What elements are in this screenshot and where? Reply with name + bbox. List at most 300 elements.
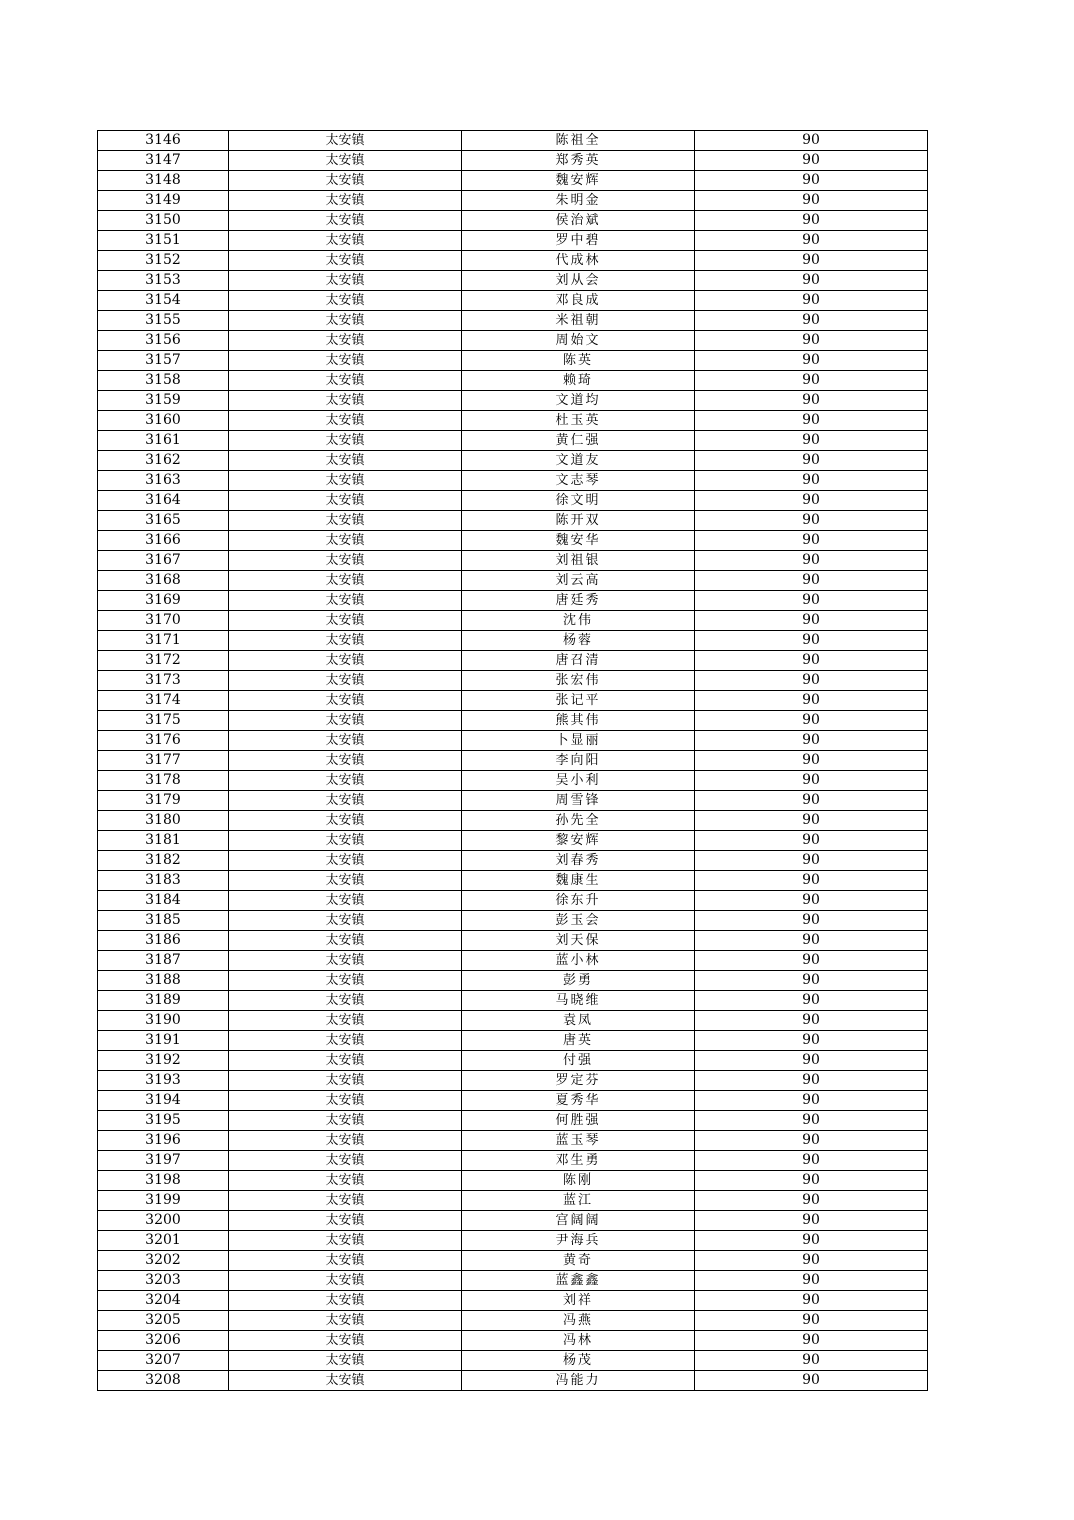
cell-amount: 90 — [695, 151, 928, 171]
table-row — [98, 751, 928, 771]
cell-town: 太安镇 — [229, 391, 462, 411]
table-row — [98, 1031, 928, 1051]
cell-town: 太安镇 — [229, 671, 462, 691]
cell-number: 3203 — [98, 1271, 229, 1291]
cell-number: 3205 — [98, 1311, 229, 1331]
cell-amount: 90 — [695, 771, 928, 791]
cell-name: 夏秀华 — [462, 1091, 695, 1111]
cell-town: 太安镇 — [229, 331, 462, 351]
cell-amount: 90 — [695, 991, 928, 1011]
cell-amount: 90 — [695, 811, 928, 831]
cell-name: 周始文 — [462, 331, 695, 351]
cell-town: 太安镇 — [229, 551, 462, 571]
cell-name: 马晓维 — [462, 991, 695, 1011]
cell-town: 太安镇 — [229, 491, 462, 511]
cell-number: 3166 — [98, 531, 229, 551]
cell-amount: 90 — [695, 531, 928, 551]
cell-number: 3177 — [98, 751, 229, 771]
cell-name: 陈祖全 — [462, 131, 695, 151]
table-row — [98, 391, 928, 411]
cell-town: 太安镇 — [229, 311, 462, 331]
cell-number: 3184 — [98, 891, 229, 911]
cell-town: 太安镇 — [229, 511, 462, 531]
cell-number: 3197 — [98, 1151, 229, 1171]
table-row — [98, 411, 928, 431]
cell-name: 袁凤 — [462, 1011, 695, 1031]
cell-number: 3180 — [98, 811, 229, 831]
cell-town: 太安镇 — [229, 691, 462, 711]
cell-amount: 90 — [695, 451, 928, 471]
cell-amount: 90 — [695, 731, 928, 751]
cell-number: 3199 — [98, 1191, 229, 1211]
cell-number: 3158 — [98, 371, 229, 391]
cell-name: 陈英 — [462, 351, 695, 371]
cell-number: 3170 — [98, 611, 229, 631]
cell-town: 太安镇 — [229, 971, 462, 991]
table-row — [98, 1051, 928, 1071]
cell-name: 罗中碧 — [462, 231, 695, 251]
cell-name: 陈刚 — [462, 1171, 695, 1191]
cell-name: 米祖朝 — [462, 311, 695, 331]
cell-number: 3178 — [98, 771, 229, 791]
cell-town: 太安镇 — [229, 251, 462, 271]
table-row — [98, 291, 928, 311]
cell-amount: 90 — [695, 871, 928, 891]
cell-number: 3192 — [98, 1051, 229, 1071]
cell-amount: 90 — [695, 171, 928, 191]
cell-name: 唐召清 — [462, 651, 695, 671]
cell-number: 3198 — [98, 1171, 229, 1191]
table-row — [98, 331, 928, 351]
cell-number: 3150 — [98, 211, 229, 231]
cell-name: 蓝玉琴 — [462, 1131, 695, 1151]
cell-town: 太安镇 — [229, 1271, 462, 1291]
table-row — [98, 731, 928, 751]
cell-amount: 90 — [695, 1191, 928, 1211]
cell-number: 3202 — [98, 1251, 229, 1271]
cell-town: 太安镇 — [229, 791, 462, 811]
cell-name: 侯治斌 — [462, 211, 695, 231]
cell-amount: 90 — [695, 1131, 928, 1151]
cell-number: 3208 — [98, 1371, 229, 1391]
cell-name: 宫阔阔 — [462, 1211, 695, 1231]
cell-town: 太安镇 — [229, 1371, 462, 1391]
cell-amount: 90 — [695, 351, 928, 371]
cell-town: 太安镇 — [229, 811, 462, 831]
cell-amount: 90 — [695, 951, 928, 971]
cell-town: 太安镇 — [229, 1231, 462, 1251]
cell-number: 3206 — [98, 1331, 229, 1351]
cell-name: 孙先全 — [462, 811, 695, 831]
table-row — [98, 1091, 928, 1111]
table-row — [98, 451, 928, 471]
table-row — [98, 1111, 928, 1131]
cell-town: 太安镇 — [229, 231, 462, 251]
table-row — [98, 671, 928, 691]
cell-amount: 90 — [695, 791, 928, 811]
cell-name: 魏安辉 — [462, 171, 695, 191]
cell-name: 文道均 — [462, 391, 695, 411]
cell-number: 3179 — [98, 791, 229, 811]
cell-number: 3157 — [98, 351, 229, 371]
cell-amount: 90 — [695, 211, 928, 231]
cell-town: 太安镇 — [229, 871, 462, 891]
cell-number: 3188 — [98, 971, 229, 991]
cell-town: 太安镇 — [229, 751, 462, 771]
table-row — [98, 1351, 928, 1371]
cell-name: 沈伟 — [462, 611, 695, 631]
cell-amount: 90 — [695, 1271, 928, 1291]
cell-amount: 90 — [695, 1051, 928, 1071]
cell-number: 3196 — [98, 1131, 229, 1151]
table-row — [98, 951, 928, 971]
cell-amount: 90 — [695, 1011, 928, 1031]
table-row — [98, 271, 928, 291]
cell-amount: 90 — [695, 1031, 928, 1051]
cell-town: 太安镇 — [229, 891, 462, 911]
cell-town: 太安镇 — [229, 1331, 462, 1351]
table-row — [98, 1271, 928, 1291]
table-row — [98, 1151, 928, 1171]
cell-town: 太安镇 — [229, 531, 462, 551]
cell-amount: 90 — [695, 271, 928, 291]
cell-number: 3152 — [98, 251, 229, 271]
cell-name: 张记平 — [462, 691, 695, 711]
cell-town: 太安镇 — [229, 1071, 462, 1091]
cell-town: 太安镇 — [229, 771, 462, 791]
cell-number: 3181 — [98, 831, 229, 851]
cell-number: 3168 — [98, 571, 229, 591]
table-row — [98, 351, 928, 371]
cell-town: 太安镇 — [229, 411, 462, 431]
cell-number: 3159 — [98, 391, 229, 411]
cell-name: 邓良成 — [462, 291, 695, 311]
cell-name: 冯燕 — [462, 1311, 695, 1331]
table-row — [98, 251, 928, 271]
table-row — [98, 791, 928, 811]
cell-amount: 90 — [695, 511, 928, 531]
cell-name: 邓生勇 — [462, 1151, 695, 1171]
cell-town: 太安镇 — [229, 151, 462, 171]
cell-number: 3149 — [98, 191, 229, 211]
cell-number: 3148 — [98, 171, 229, 191]
cell-name: 蓝鑫鑫 — [462, 1271, 695, 1291]
cell-town: 太安镇 — [229, 271, 462, 291]
cell-amount: 90 — [695, 1231, 928, 1251]
cell-number: 3164 — [98, 491, 229, 511]
cell-amount: 90 — [695, 1071, 928, 1091]
cell-name: 吴小利 — [462, 771, 695, 791]
cell-number: 3153 — [98, 271, 229, 291]
cell-amount: 90 — [695, 1171, 928, 1191]
cell-number: 3207 — [98, 1351, 229, 1371]
cell-number: 3162 — [98, 451, 229, 471]
cell-number: 3175 — [98, 711, 229, 731]
table-row — [98, 611, 928, 631]
table-row — [98, 971, 928, 991]
table-row — [98, 511, 928, 531]
cell-name: 代成林 — [462, 251, 695, 271]
cell-town: 太安镇 — [229, 1311, 462, 1331]
cell-name: 蓝小林 — [462, 951, 695, 971]
cell-town: 太安镇 — [229, 131, 462, 151]
cell-name: 魏康生 — [462, 871, 695, 891]
cell-name: 唐英 — [462, 1031, 695, 1051]
table-row — [98, 631, 928, 651]
cell-number: 3154 — [98, 291, 229, 311]
cell-amount: 90 — [695, 391, 928, 411]
cell-name: 陈开双 — [462, 511, 695, 531]
cell-amount: 90 — [695, 471, 928, 491]
cell-name: 赖琦 — [462, 371, 695, 391]
table-row — [98, 911, 928, 931]
cell-amount: 90 — [695, 191, 928, 211]
table-row — [98, 991, 928, 1011]
cell-amount: 90 — [695, 971, 928, 991]
table-row — [98, 1231, 928, 1251]
cell-number: 3155 — [98, 311, 229, 331]
cell-name: 黄奇 — [462, 1251, 695, 1271]
cell-number: 3165 — [98, 511, 229, 531]
cell-town: 太安镇 — [229, 211, 462, 231]
cell-amount: 90 — [695, 631, 928, 651]
table-row — [98, 1071, 928, 1091]
cell-town: 太安镇 — [229, 1111, 462, 1131]
cell-number: 3183 — [98, 871, 229, 891]
cell-number: 3182 — [98, 851, 229, 871]
cell-amount: 90 — [695, 831, 928, 851]
table-row — [98, 191, 928, 211]
cell-name: 郑秀英 — [462, 151, 695, 171]
cell-town: 太安镇 — [229, 1171, 462, 1191]
table-row — [98, 231, 928, 251]
cell-name: 张宏伟 — [462, 671, 695, 691]
cell-number: 3147 — [98, 151, 229, 171]
cell-town: 太安镇 — [229, 651, 462, 671]
cell-town: 太安镇 — [229, 1011, 462, 1031]
cell-town: 太安镇 — [229, 1031, 462, 1051]
table-row — [98, 171, 928, 191]
cell-amount: 90 — [695, 131, 928, 151]
cell-town: 太安镇 — [229, 1251, 462, 1271]
cell-number: 3161 — [98, 431, 229, 451]
cell-number: 3185 — [98, 911, 229, 931]
cell-number: 3151 — [98, 231, 229, 251]
table-row — [98, 151, 928, 171]
cell-amount: 90 — [695, 931, 928, 951]
cell-number: 3167 — [98, 551, 229, 571]
cell-number: 3189 — [98, 991, 229, 1011]
cell-amount: 90 — [695, 1251, 928, 1271]
cell-amount: 90 — [695, 751, 928, 771]
cell-amount: 90 — [695, 851, 928, 871]
cell-amount: 90 — [695, 571, 928, 591]
cell-name: 刘祥 — [462, 1291, 695, 1311]
table-row — [98, 851, 928, 871]
cell-number: 3187 — [98, 951, 229, 971]
table-row — [98, 491, 928, 511]
table-row — [98, 1131, 928, 1151]
table-row — [98, 471, 928, 491]
table-row — [98, 211, 928, 231]
table-row — [98, 311, 928, 331]
cell-town: 太安镇 — [229, 931, 462, 951]
cell-town: 太安镇 — [229, 731, 462, 751]
cell-town: 太安镇 — [229, 1051, 462, 1071]
cell-name: 李向阳 — [462, 751, 695, 771]
cell-amount: 90 — [695, 1291, 928, 1311]
cell-name: 刘从会 — [462, 271, 695, 291]
cell-town: 太安镇 — [229, 991, 462, 1011]
cell-amount: 90 — [695, 891, 928, 911]
cell-town: 太安镇 — [229, 351, 462, 371]
cell-number: 3169 — [98, 591, 229, 611]
cell-town: 太安镇 — [229, 291, 462, 311]
cell-name: 彭勇 — [462, 971, 695, 991]
cell-amount: 90 — [695, 1091, 928, 1111]
table-row — [98, 651, 928, 671]
cell-amount: 90 — [695, 1331, 928, 1351]
table-row — [98, 711, 928, 731]
cell-number: 3156 — [98, 331, 229, 351]
table-row — [98, 1291, 928, 1311]
cell-amount: 90 — [695, 591, 928, 611]
cell-number: 3191 — [98, 1031, 229, 1051]
table-row — [98, 1191, 928, 1211]
cell-amount: 90 — [695, 491, 928, 511]
cell-town: 太安镇 — [229, 591, 462, 611]
cell-name: 罗定芬 — [462, 1071, 695, 1091]
cell-number: 3160 — [98, 411, 229, 431]
cell-amount: 90 — [695, 251, 928, 271]
table-row — [98, 811, 928, 831]
cell-number: 3201 — [98, 1231, 229, 1251]
cell-town: 太安镇 — [229, 1151, 462, 1171]
table-row — [98, 691, 928, 711]
cell-name: 彭玉会 — [462, 911, 695, 931]
cell-amount: 90 — [695, 611, 928, 631]
cell-town: 太安镇 — [229, 831, 462, 851]
roster-table-body — [98, 131, 928, 1391]
cell-town: 太安镇 — [229, 1191, 462, 1211]
cell-name: 文道友 — [462, 451, 695, 471]
cell-amount: 90 — [695, 1111, 928, 1131]
cell-amount: 90 — [695, 291, 928, 311]
table-row — [98, 1171, 928, 1191]
cell-name: 刘云高 — [462, 571, 695, 591]
cell-town: 太安镇 — [229, 911, 462, 931]
cell-number: 3171 — [98, 631, 229, 651]
cell-amount: 90 — [695, 1211, 928, 1231]
table-row — [98, 1311, 928, 1331]
cell-name: 卜显丽 — [462, 731, 695, 751]
cell-name: 尹海兵 — [462, 1231, 695, 1251]
table-row — [98, 871, 928, 891]
cell-town: 太安镇 — [229, 191, 462, 211]
cell-name: 刘天保 — [462, 931, 695, 951]
cell-name: 周雪锋 — [462, 791, 695, 811]
cell-amount: 90 — [695, 911, 928, 931]
table-row — [98, 1371, 928, 1391]
cell-town: 太安镇 — [229, 951, 462, 971]
cell-town: 太安镇 — [229, 571, 462, 591]
cell-number: 3146 — [98, 131, 229, 151]
table-row — [98, 1211, 928, 1231]
cell-amount: 90 — [695, 371, 928, 391]
cell-name: 付强 — [462, 1051, 695, 1071]
cell-town: 太安镇 — [229, 371, 462, 391]
cell-amount: 90 — [695, 311, 928, 331]
cell-town: 太安镇 — [229, 711, 462, 731]
cell-town: 太安镇 — [229, 471, 462, 491]
table-row — [98, 1011, 928, 1031]
cell-number: 3194 — [98, 1091, 229, 1111]
cell-town: 太安镇 — [229, 611, 462, 631]
cell-number: 3204 — [98, 1291, 229, 1311]
table-row — [98, 831, 928, 851]
cell-name: 文志琴 — [462, 471, 695, 491]
cell-town: 太安镇 — [229, 431, 462, 451]
table-row — [98, 571, 928, 591]
cell-name: 刘祖银 — [462, 551, 695, 571]
cell-number: 3200 — [98, 1211, 229, 1231]
cell-name: 杨茂 — [462, 1351, 695, 1371]
cell-name: 蓝江 — [462, 1191, 695, 1211]
cell-town: 太安镇 — [229, 451, 462, 471]
table-row — [98, 371, 928, 391]
cell-town: 太安镇 — [229, 1351, 462, 1371]
cell-amount: 90 — [695, 1371, 928, 1391]
cell-name: 何胜强 — [462, 1111, 695, 1131]
roster-table — [97, 130, 928, 1391]
cell-town: 太安镇 — [229, 171, 462, 191]
cell-name: 杜玉英 — [462, 411, 695, 431]
cell-amount: 90 — [695, 331, 928, 351]
cell-name: 唐廷秀 — [462, 591, 695, 611]
cell-amount: 90 — [695, 651, 928, 671]
cell-number: 3193 — [98, 1071, 229, 1091]
cell-number: 3174 — [98, 691, 229, 711]
cell-amount: 90 — [695, 411, 928, 431]
cell-name: 朱明金 — [462, 191, 695, 211]
cell-amount: 90 — [695, 1151, 928, 1171]
table-row — [98, 531, 928, 551]
table-row — [98, 1251, 928, 1271]
cell-name: 冯能力 — [462, 1371, 695, 1391]
cell-name: 徐东升 — [462, 891, 695, 911]
cell-name: 黎安辉 — [462, 831, 695, 851]
cell-town: 太安镇 — [229, 1211, 462, 1231]
cell-amount: 90 — [695, 671, 928, 691]
cell-amount: 90 — [695, 711, 928, 731]
cell-town: 太安镇 — [229, 631, 462, 651]
cell-name: 黄仁强 — [462, 431, 695, 451]
cell-number: 3173 — [98, 671, 229, 691]
table-row — [98, 1331, 928, 1351]
cell-number: 3176 — [98, 731, 229, 751]
cell-town: 太安镇 — [229, 1131, 462, 1151]
table-row — [98, 771, 928, 791]
table-row — [98, 551, 928, 571]
cell-number: 3190 — [98, 1011, 229, 1031]
cell-town: 太安镇 — [229, 1091, 462, 1111]
cell-town: 太安镇 — [229, 851, 462, 871]
cell-name: 冯林 — [462, 1331, 695, 1351]
cell-number: 3163 — [98, 471, 229, 491]
table-row — [98, 131, 928, 151]
table-row — [98, 931, 928, 951]
cell-number: 3195 — [98, 1111, 229, 1131]
